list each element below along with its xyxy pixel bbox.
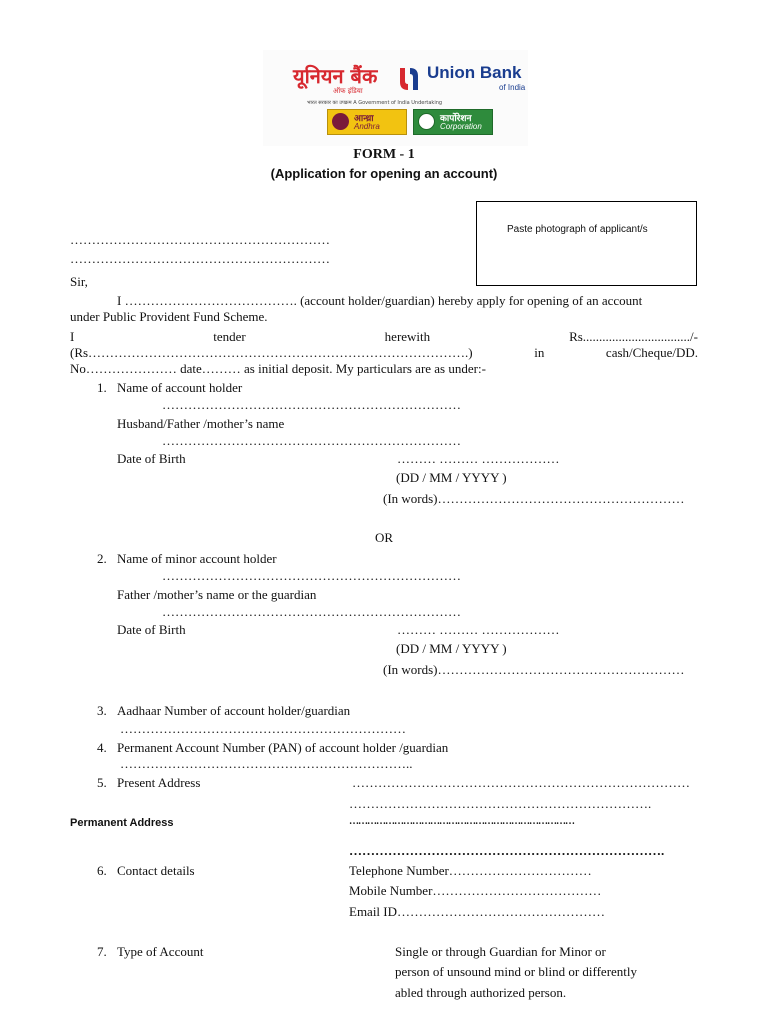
payment-mode: cash/Cheque/DD. [605,345,698,360]
guardian-field[interactable]: …………………………………………………………… [162,604,461,619]
email-field[interactable]: Email ID………………………………………… [349,904,606,919]
or-separator: OR [375,530,394,545]
corporation-emblem-icon [418,113,435,130]
item-3-number: 3. [97,703,107,718]
permanent-address-label: Permanent Address [70,817,174,829]
dob-field-1[interactable]: ……… ……… ……………… [397,451,560,466]
account-type-line-2: person of unsound mind or blind or differently [395,964,638,979]
pan-field[interactable]: ………………………………………………………….. [120,756,413,771]
dob-format-1: (DD / MM / YYYY ) [396,470,507,485]
item-2-label: Name of minor account holder [117,551,277,566]
permanent-address-field-1[interactable]: ………………………………………………………………… [349,816,574,827]
salutation: Sir, [70,274,88,289]
guardian-label: Father /mother’s name or the guardian [117,587,317,602]
logo-hindi-sub: ऑफ इंडिया [333,87,363,95]
form-title: FORM - 1 [353,147,415,162]
amount-in: in [534,345,545,360]
andhra-bank-logo [327,109,407,135]
telephone-field[interactable]: Telephone Number…………………………… [349,863,592,878]
item-2-number: 2. [97,551,107,566]
dob-label-1: Date of Birth [117,451,186,466]
dob-words-2[interactable]: (In words)………………………………………………… [383,662,685,677]
deposit-line: No………………… date……… as initial deposit. My particulars are as under:- [70,361,486,376]
present-address-field-2[interactable]: ……………………………………………………………. [349,796,652,811]
logo-english-name: Union Bank [427,63,522,82]
tender-line [70,329,698,345]
mobile-field[interactable]: Mobile Number………………………………… [349,883,602,898]
dob-format-2: (DD / MM / YYYY ) [396,641,507,656]
dob-words-1[interactable]: (In words)………………………………………………… [383,491,685,506]
andhra-english: Andhra [354,122,380,131]
item-6-label: Contact details [117,863,195,878]
item-4-number: 4. [97,740,107,755]
corporation-bank-logo [413,109,493,135]
item-1-label: Name of account holder [117,380,243,395]
bank-logo [263,50,528,146]
dob-field-2[interactable]: ……… ……… ……………… [397,622,560,637]
form-subtitle: (Application for opening an account) [270,166,498,181]
tender-word-i: I [70,329,75,344]
corporation-hindi: कार्पोरेशन [440,114,472,124]
account-holder-name-field[interactable]: …………………………………………………………… [162,397,461,412]
amount-in-words[interactable]: (Rs…………………………………………………………………………….) [70,345,473,360]
item-7-label: Type of Account [117,944,204,959]
address-line-1[interactable]: …………………………………………………… [70,232,330,247]
photo-box[interactable] [476,201,697,286]
item-7-number: 7. [97,944,107,959]
photo-label: Paste photograph of applicant/s [507,224,648,235]
tender-amount[interactable]: Rs................................./- [569,329,698,344]
logo-hindi-name: यूनियन बैंक [293,64,378,88]
dob-label-2: Date of Birth [117,622,186,637]
present-address-field-1[interactable]: …………………………………………………………………… [352,775,690,790]
item-6-number: 6. [97,863,107,878]
andhra-hindi: आन्ध्रा [354,114,374,124]
item-3-label: Aadhaar Number of account holder/guardian [117,703,351,718]
union-bank-logo-icon [394,64,424,94]
item-4-label: Permanent Account Number (PAN) of account holder /guardian [117,740,449,755]
permanent-address-field-2[interactable]: ………………………………………………………………. [349,843,665,858]
andhra-emblem-icon [332,113,349,130]
account-type-line-3: abled through authorized person. [395,985,567,1000]
item-5-number: 5. [97,775,107,790]
para1-line1: I …………………………………. (account holder/guardian) hereby apply for opening of an account [117,293,643,308]
amount-words-line [70,345,698,361]
para1-line2: under Public Provident Fund Scheme. [70,309,268,324]
item-5-label: Present Address [117,775,201,790]
account-type-line-1: Single or through Guardian for Minor or [395,944,606,959]
item-1-number: 1. [97,380,107,395]
corporation-english: Corporation [440,122,482,131]
minor-name-field[interactable]: …………………………………………………………… [162,568,461,583]
tender-word-tender: tender [213,329,246,344]
tender-word-herewith: herewith [384,329,431,344]
husband-father-field[interactable]: …………………………………………………………… [162,433,461,448]
husband-father-label: Husband/Father /mother’s name [117,416,285,431]
logo-tagline: भारत सरकार का उपक्रम A Government of India Undertaking [307,100,443,106]
logo-english-sub: of India [499,83,526,92]
aadhaar-field[interactable]: ………………………………………………………… [120,721,406,736]
address-line-2[interactable]: …………………………………………………… [70,251,330,266]
